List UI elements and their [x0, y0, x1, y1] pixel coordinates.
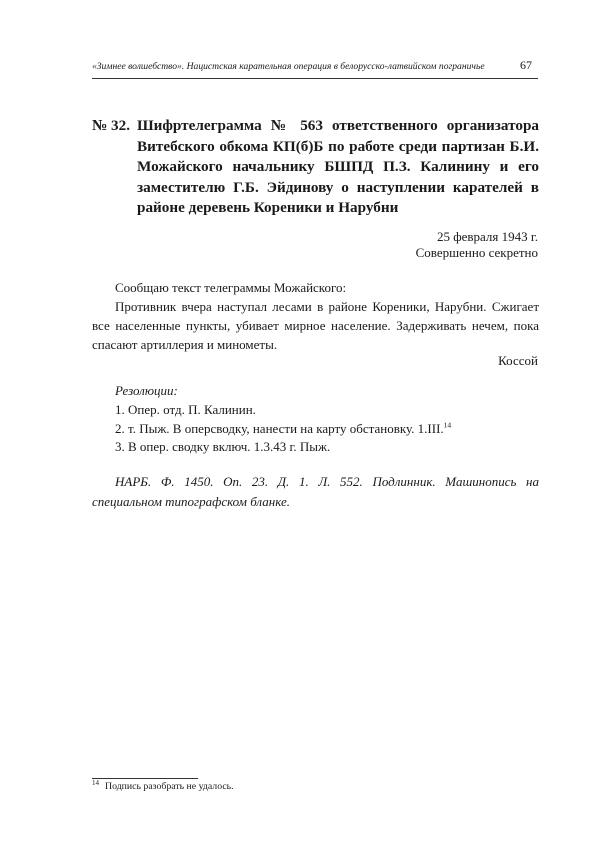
- footnote: [92, 778, 234, 793]
- telegram-intro: Сообщаю текст телеграммы Можайского:: [115, 280, 347, 295]
- footnote-reference[interactable]: 14: [443, 420, 452, 430]
- resolutions-list: [115, 401, 539, 457]
- footnote-divider: [92, 778, 198, 779]
- footnote-number: 14: [92, 778, 99, 787]
- resolution-item: 2. т. Пыж. В оперсводку, нанести на карту обстановку. 1.III.$^{14}$: [115, 420, 452, 436]
- signature: Коссой: [498, 353, 538, 368]
- running-title: «Зимнее волшебство». Нацистская карательная операция в белорусско-латвийском пограничье: [92, 61, 485, 72]
- document-title: Шифртелеграмма № 563 ответственного организатора Витебского обкома КП(б)Б по работе среди партизан Б.И. Можайского начальнику БШПД П.З. Калинину и его заместителю Г.Б. Эйдинову о наступлении карателей в районе деревень Кореники и Нарубни: [137, 117, 539, 216]
- header-divider: [92, 78, 538, 79]
- document-date: 25 февраля 1943 г.: [436, 229, 538, 244]
- archive-citation: НАРБ. Ф. 1450. Оп. 23. Д. 1. Л. 552. Подлинник. Машинопись на специальном типографском бланке.: [92, 474, 539, 509]
- page-number: 67: [520, 58, 532, 72]
- footnote-text: Подпись разобрать не удалось.: [105, 781, 234, 792]
- document-number: № 32.: [92, 117, 131, 134]
- resolutions-heading: Резолюции:: [115, 383, 178, 398]
- resolution-item: 1. Опер. отд. П. Калинин.: [115, 402, 256, 417]
- telegram-body: Противник вчера наступал лесами в районе Кореники, Нарубни. Сжигает все населенные пункты, убивает мирное население. Задерживать нечем, пока спасают артиллерия и минометы.: [92, 299, 539, 352]
- resolution-item: 3. В опер. сводку включ. 1.3.43 г. Пыж.: [115, 439, 331, 454]
- classification-stamp: Совершенно секретно: [415, 245, 538, 260]
